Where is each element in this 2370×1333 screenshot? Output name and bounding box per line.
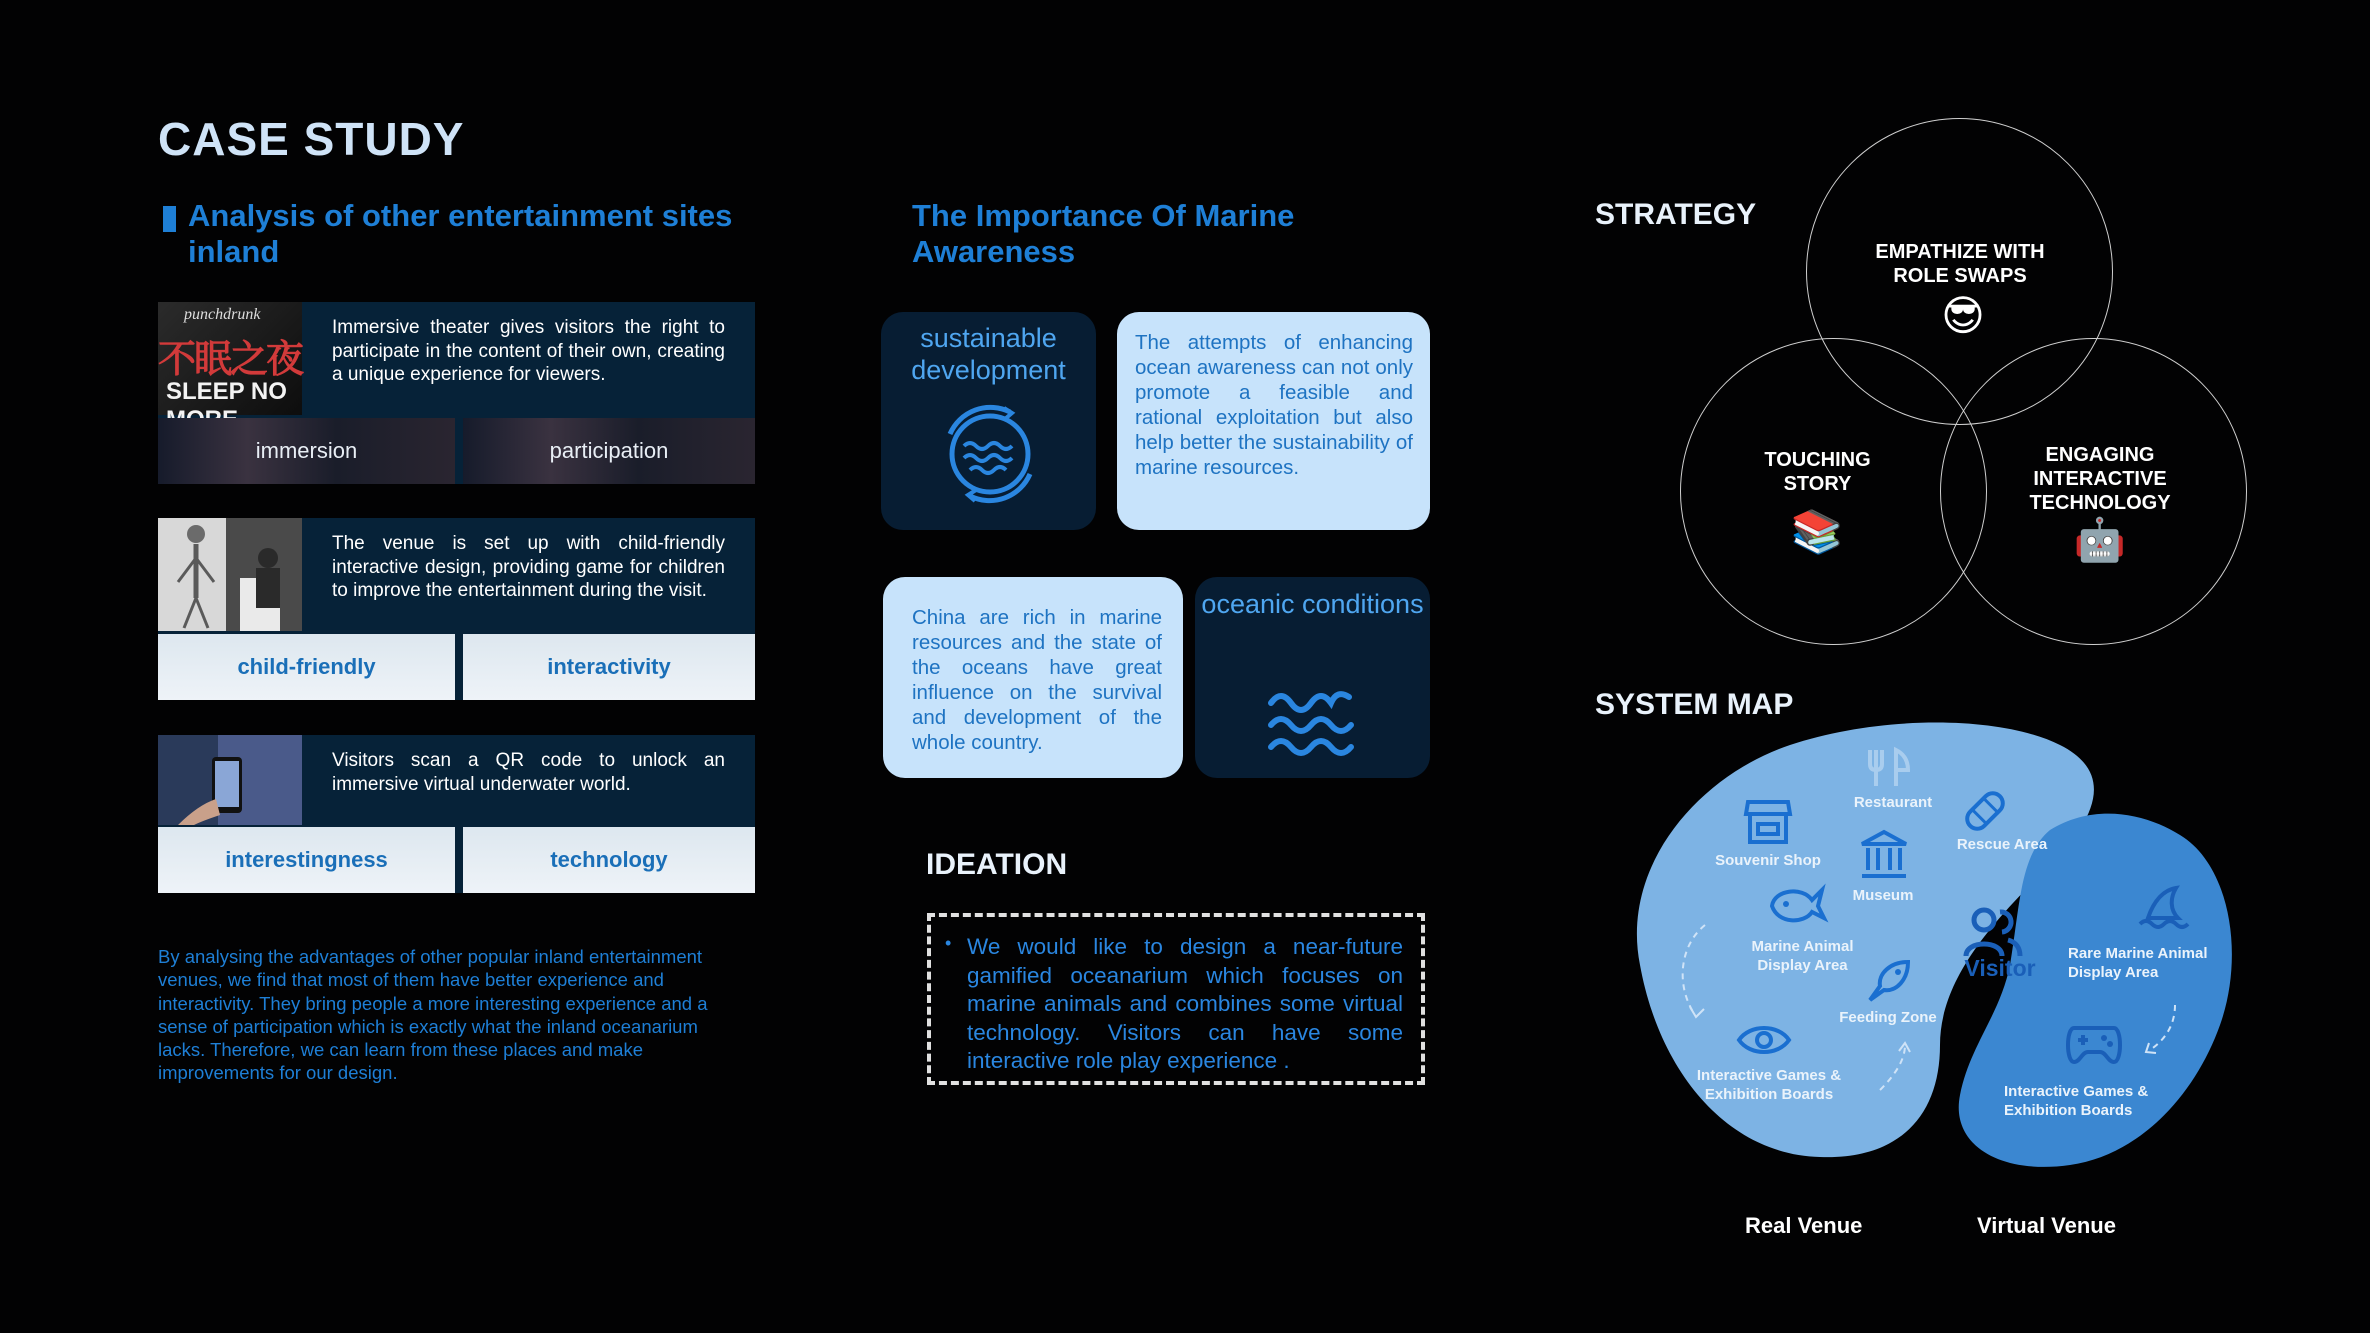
strategy-label-empathize: EMPATHIZE WITH ROLE SWAPS <box>1875 241 2045 287</box>
bullet-icon: • <box>945 933 952 953</box>
museum-skeleton-photo <box>158 518 302 631</box>
ideation-title: IDEATION <box>926 848 1068 881</box>
map-label-souvenir-shop: Souvenir Shop <box>1715 852 1821 869</box>
system-map-title: SYSTEM MAP <box>1595 688 1794 721</box>
tag-child-friendly: child-friendly <box>158 634 455 700</box>
map-label-rare-marine: Rare Marine Animal Display Area <box>2068 945 2208 981</box>
tag-interactivity: interactivity <box>463 634 755 700</box>
strategy-label-technology: ENGAGING INTERACTIVE TECHNOLOGY <box>2029 444 2171 514</box>
ideation-box <box>927 913 1425 1085</box>
card-description: Immersive theater gives visitors the right to participate in the content of their own, creating a unique experience for viewers. <box>332 317 725 385</box>
tag-participation: participation <box>463 418 755 484</box>
oceanic-conditions-label: oceanic conditions <box>1201 589 1424 619</box>
case-card-immersive-theater <box>158 302 755 484</box>
poster-title-en: SLEEP NO <box>166 378 287 405</box>
map-label-restaurant: Restaurant <box>1853 794 1933 811</box>
virtual-venue-label: Virtual Venue <box>1977 1213 2116 1238</box>
strategy-label-story: TOUCHING STORY <box>1764 449 1871 495</box>
sustainable-development-label: sustainable development <box>911 323 1066 385</box>
tag-interestingness: interestingness <box>158 827 455 893</box>
bandage-icon <box>1960 786 2010 836</box>
map-label-marine-animal: Marine Animal Display Area <box>1751 938 1854 974</box>
poster-title-cn: 不眠之夜 <box>158 339 303 381</box>
card-description: The venue is set up with child-friendly interactive design, providing game for children to improve the entertainment during the visit. <box>332 533 725 601</box>
map-label-rescue-area: Rescue Area <box>1956 836 2048 853</box>
whale-icon <box>1768 882 1826 926</box>
ocean-awareness-text: The attempts of enhancing ocean awareness can not only promote a feasible and rational exploitation but also help better the sustainability of marine resources. <box>1135 331 1413 479</box>
strategy-title: STRATEGY <box>1595 198 1757 231</box>
china-resources-box <box>883 577 1183 778</box>
map-label-museum: Museum <box>1852 887 1914 904</box>
visitors-icon <box>1962 906 2024 960</box>
books-emoji-icon: 📚 <box>1790 508 1844 555</box>
store-icon <box>1742 796 1794 848</box>
map-label-interactive-real: Interactive Games & Exhibition Boards <box>1696 1067 1842 1103</box>
ocean-awareness-box <box>1117 312 1430 530</box>
shark-fin-icon <box>2138 886 2190 934</box>
map-label-feeding-zone: Feeding Zone <box>1839 1009 1937 1026</box>
ideation-text: We would like to design a near-future gamified oceanarium which focuses on marine animals and combines some virtual technology. Visitors can have some interactive role play experience . <box>967 934 1403 1073</box>
analysis-title: Analysis of other entertainment sites inland <box>188 198 733 269</box>
case-card-qr-code <box>158 735 755 893</box>
china-resources-text: China are rich in marine resources and the state of the oceans have great influence on the survival and development of the whole country. <box>912 606 1162 754</box>
poster-brand: punchdrunk <box>184 306 261 323</box>
real-venue-label: Real Venue <box>1745 1213 1863 1238</box>
section-marker <box>163 206 176 232</box>
tag-immersion: immersion <box>158 418 455 484</box>
sleep-no-more-poster <box>158 302 302 415</box>
tag-technology: technology <box>463 827 755 893</box>
robot-emoji-icon: 🤖 <box>2073 516 2127 563</box>
page-title: CASE STUDY <box>158 113 465 165</box>
fork-knife-icon <box>1864 748 1914 788</box>
qr-scan-photo <box>158 735 302 825</box>
map-label-interactive-virtual: Interactive Games & Exhibition Boards <box>2004 1083 2149 1119</box>
sustainable-development-box <box>881 312 1096 530</box>
case-card-child-friendly <box>158 518 755 700</box>
waves-icon <box>1267 673 1357 757</box>
eye-icon <box>1736 1022 1792 1058</box>
analysis-summary: By analysing the advantages of other popular inland entertainment venues, we find that most of them have better experience and interactivity. They bring people a more interesting experience and a sense of participation which is exactly what the inland oceanarium lacks. Therefore, we can learn from these places and make improvements for our design. <box>158 946 708 1084</box>
map-label-visitor: Visitor <box>1964 955 2036 981</box>
museum-icon <box>1858 830 1910 880</box>
card-description: Visitors scan a QR code to unlock an immersive virtual underwater world. <box>332 750 725 795</box>
ocean-cycle-icon <box>940 404 1040 504</box>
sunglasses-emoji-icon: 😎 <box>1941 292 1985 339</box>
oceanic-conditions-box <box>1195 577 1430 778</box>
importance-title: The Importance Of Marine Awareness <box>912 198 1295 269</box>
gamepad-icon <box>2064 1022 2124 1068</box>
